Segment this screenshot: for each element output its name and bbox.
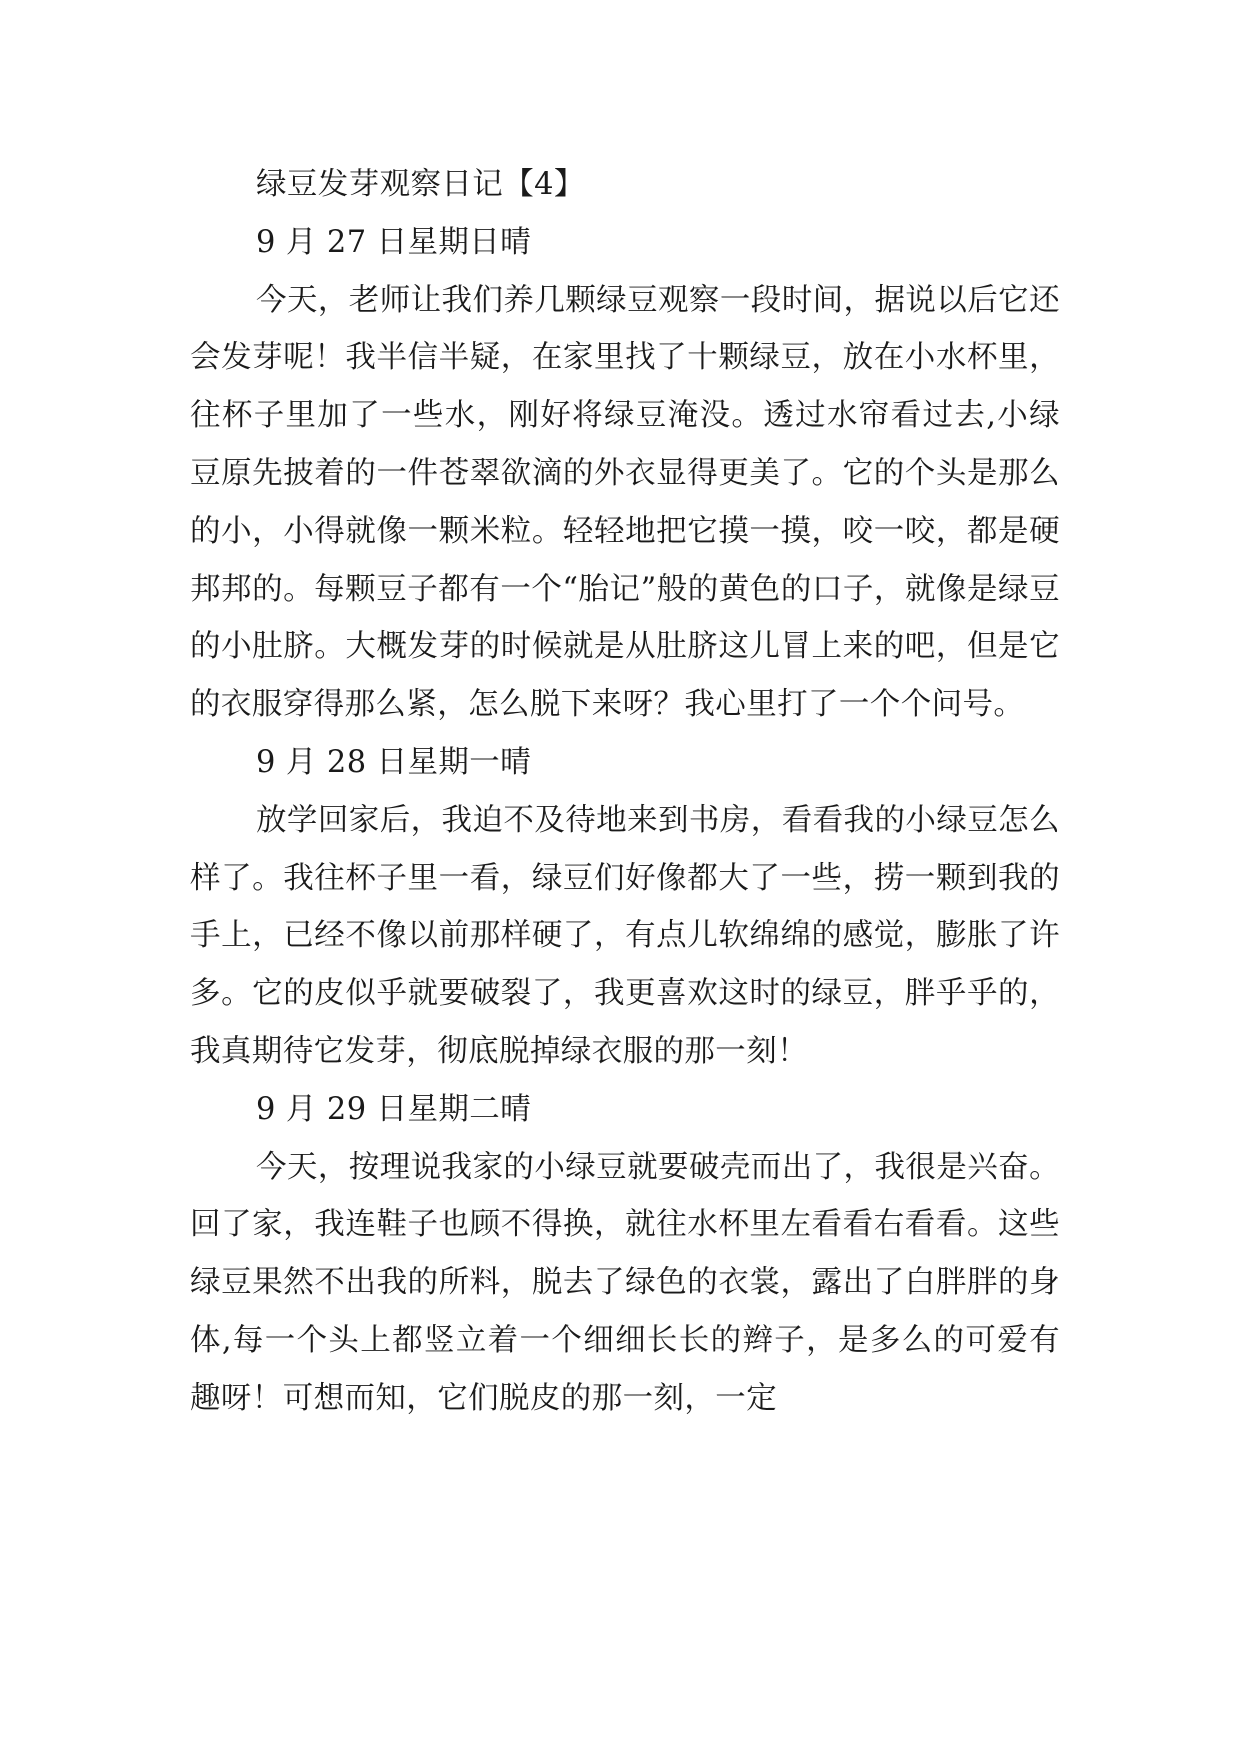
entry-date-2: 9 月 28 日星期一晴 — [256, 744, 532, 780]
entry-text-2: 放学回家后，我迫不及待地来到书房，看看我的小绿豆怎么样了。我往杯子里一看，绿豆们好像都大了一些，捞一颗到我的手上，已经不像以前那样硬了，有点儿软绵绵的感觉，膨胀了许多。它的皮似乎就要破裂了，我更喜欢这时的绿豆，胖乎乎的，我真期待它发芽，彻底脱掉绿衣服的那一刻！ — [190, 802, 1060, 1069]
page-title: 绿豆发芽观察日记【4】 — [256, 167, 585, 202]
entry-date-3: 9 月 29 日星期二晴 — [256, 1091, 532, 1127]
document-body — [190, 156, 1060, 1428]
entry-text-1: 今天，老师让我们养几颗绿豆观察一段时间，据说以后它还会发芽呢！我半信半疑，在家里找了十颗绿豆，放在小水杯里，往杯子里加了一些水，刚好将绿豆淹没。透过水帘看过去,小绿豆原先披着的一件苍翠欲滴的外衣显得更美了。它的个头是那么的小，小得就像一颗米粒。轻轻地把它摸一摸，咬一咬，都是硬邦邦的。每颗豆子都有一个“胎记”般的黄色的口子，就像是绿豆的小肚脐。大概发芽的时候就是从肚脐这儿冒上来的吧，但是它的衣服穿得那么紧，怎么脱下来呀？我心里打了一个个问号。 — [190, 282, 1060, 723]
entry-text-3: 今天，按理说我家的小绿豆就要破壳而出了，我很是兴奋。回了家，我连鞋子也顾不得换，就往水杯里左看看右看看。这些绿豆果然不出我的所料，脱去了绿色的衣裳，露出了白胖胖的身体,每一个头上都竖立着一个细细长长的辫子，是多么的可爱有趣呀！可想而知，它们脱皮的那一刻，一定 — [190, 1149, 1060, 1416]
entry-date-1: 9 月 27 日星期日晴 — [256, 224, 532, 260]
